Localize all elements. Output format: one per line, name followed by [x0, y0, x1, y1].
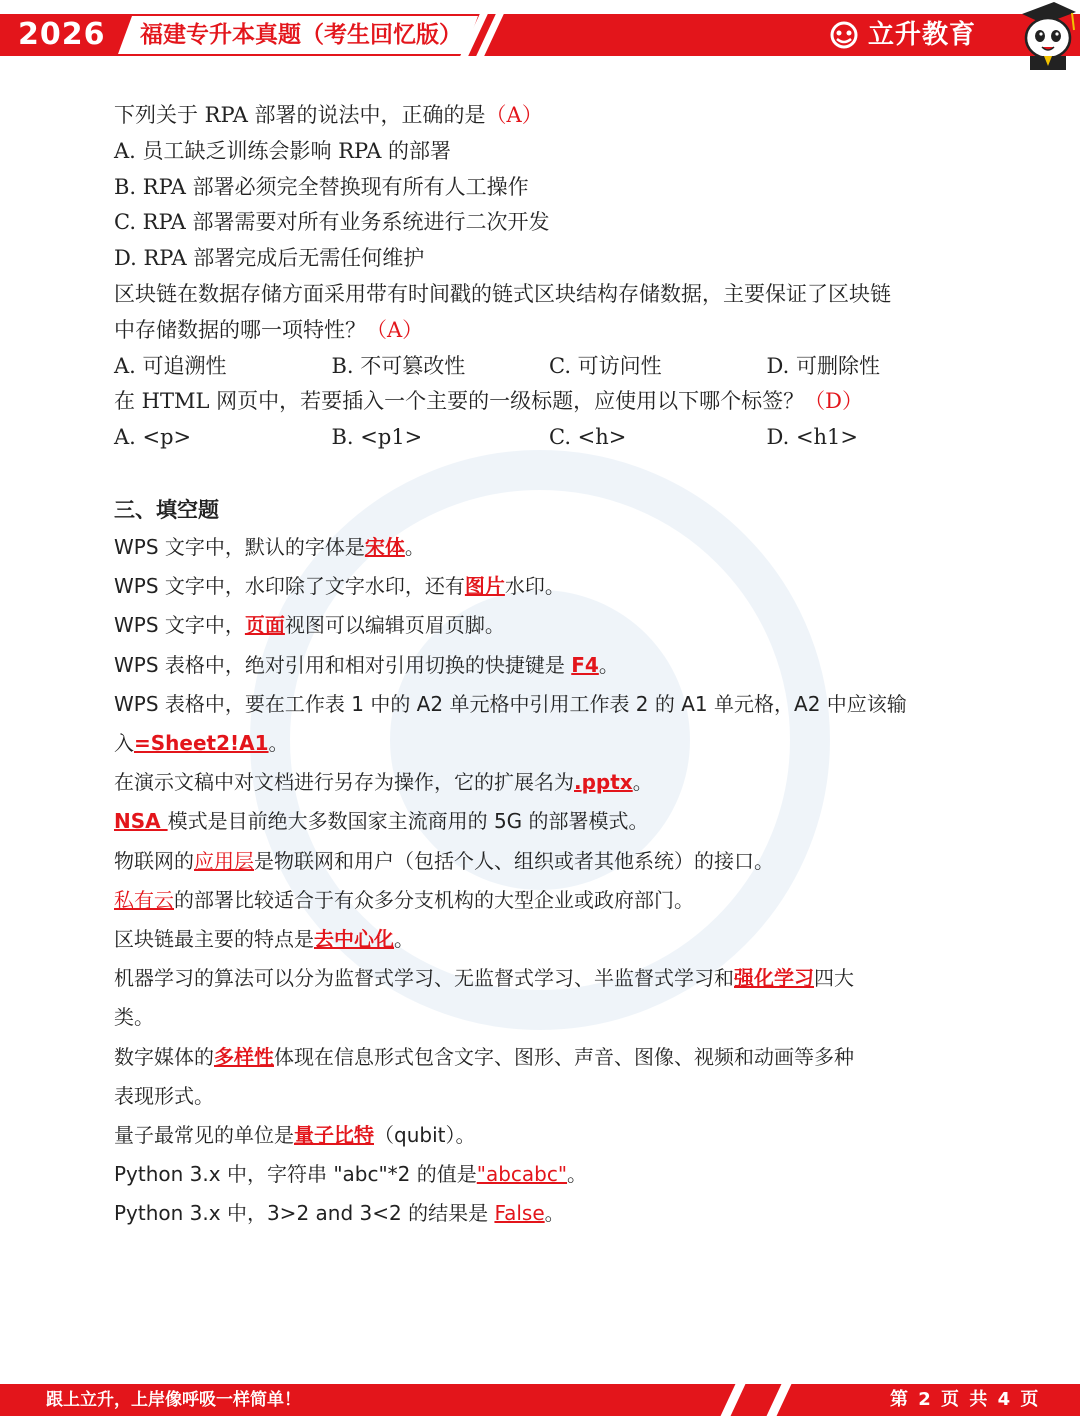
- fill-answer: 多样性: [214, 1044, 274, 1069]
- fill-answer: 宋体: [364, 534, 405, 559]
- fill-answer: 私有云: [114, 887, 174, 912]
- question-text: 下列关于 RPA 部署的说法中，正确的是: [114, 103, 486, 127]
- item-text: （qubit）。: [374, 1123, 476, 1148]
- fill-item: [114, 959, 984, 998]
- item-text: 机器学习的算法可以分为监督式学习、无监督式学习、半监督式学习和: [114, 966, 734, 991]
- brand-name: 立升教育: [868, 20, 977, 50]
- fill-item: [114, 528, 984, 567]
- question-option: C. 可访问性: [549, 353, 662, 378]
- item-text: 在演示文稿中对文档进行另存为操作，它的扩展名为: [114, 770, 574, 795]
- question-option: D. 可删除性: [766, 353, 880, 378]
- option-row: [114, 420, 984, 456]
- item-text: 。: [404, 534, 425, 559]
- item-text: 。: [394, 927, 414, 951]
- item-text: WPS 表格中，绝对引用和相对引用切换的快捷键是: [114, 652, 572, 677]
- item-text: 。: [268, 730, 289, 755]
- item-text: 。: [598, 652, 619, 677]
- question-answer: （A）: [366, 317, 424, 342]
- fill-item: [114, 1038, 984, 1077]
- item-text: 是物联网和用户（包括个人、组织或者其他系统）的接口。: [254, 848, 774, 873]
- question-option: C. <h>: [549, 425, 627, 450]
- page-header: [0, 0, 1080, 70]
- item-text: 物联网的: [114, 848, 194, 873]
- fill-answer: =Sheet2!A1: [134, 730, 269, 755]
- item-text: 入: [114, 730, 134, 755]
- item-text: WPS 文字中，水印除了文字水印，还有: [114, 574, 465, 599]
- item-text: 区块链最主要的特点是: [114, 927, 314, 951]
- item-text: 量子最常见的单位是: [114, 1123, 294, 1148]
- item-text: 视图可以编辑页眉页脚。: [284, 613, 505, 638]
- item-text: WPS 文字中，: [114, 613, 245, 638]
- item-text: Python 3.x 中，字符串 "abc"*2 的值是: [114, 1162, 477, 1187]
- fill-item: [114, 881, 984, 920]
- question-text: 在 HTML 网页中，若要插入一个主要的一级标题，应使用以下哪个标签？: [114, 389, 805, 414]
- page-number: 第 2 页 共 4 页: [890, 1389, 1041, 1410]
- fill-answer: 量子比特: [294, 1123, 374, 1148]
- fill-item: [114, 724, 984, 763]
- item-text: 的部署比较适合于有众多分支机构的大型企业或政府部门。: [174, 887, 694, 912]
- question-stem: [114, 98, 984, 134]
- fill-answer: False: [494, 1201, 545, 1226]
- question-answer: （D）: [804, 389, 863, 414]
- fill-in-section: [114, 528, 984, 1234]
- question-stem: 区块链在数据存储方面采用带有时间戳的链式区块结构存储数据，主要保证了区块链: [114, 281, 891, 306]
- question-option: B. 不可篡改性: [331, 353, 466, 378]
- fill-answer: 图片: [464, 574, 505, 599]
- fill-item: [114, 802, 984, 841]
- item-text: 。: [632, 770, 653, 795]
- fill-item: [114, 606, 984, 645]
- question-option: B. RPA 部署必须完全替换现有所有人工操作: [114, 174, 529, 199]
- question-option: D. RPA 部署完成后无需任何维护: [114, 246, 425, 271]
- fill-item: [114, 920, 984, 959]
- question-option: A. 员工缺乏训练会影响 RPA 的部署: [114, 138, 452, 163]
- question-option: D. <h1>: [766, 425, 859, 450]
- fill-item: [114, 646, 984, 685]
- fill-answer: .pptx: [574, 770, 633, 795]
- item-text: 数字媒体的: [114, 1044, 214, 1069]
- question-option: C. RPA 部署需要对所有业务系统进行二次开发: [114, 210, 550, 235]
- mascot-icon: [1014, 0, 1080, 70]
- item-text: WPS 文字中，默认的字体是: [114, 534, 365, 559]
- fill-item: [114, 1155, 984, 1194]
- footer-slogan: 跟上立升，上岸像呼吸一样简单！: [46, 1390, 301, 1410]
- item-text: 四大: [814, 966, 854, 991]
- item-text: Python 3.x 中，3>2 and 3<2 的结果是: [114, 1201, 495, 1226]
- question-stem: [114, 313, 984, 349]
- item-text: 。: [567, 1162, 588, 1187]
- fill-answer: 去中心化: [314, 927, 394, 951]
- page-footer: [0, 1384, 1080, 1416]
- fill-answer: NSA: [114, 809, 168, 834]
- fill-item: [114, 763, 984, 802]
- fill-answer: 页面: [244, 613, 285, 638]
- item-text: 体现在信息形式包含文字、图形、声音、图像、视频和动画等多种: [274, 1044, 854, 1069]
- question-stem: [114, 384, 984, 420]
- fill-item: [114, 842, 984, 881]
- fill-answer: F4: [571, 652, 599, 677]
- question-option: B. <p1>: [331, 425, 423, 450]
- section-title: 三、填空题: [114, 497, 219, 522]
- question-option: A. <p>: [114, 425, 192, 450]
- fill-answer: 强化学习: [734, 966, 814, 991]
- header-title: 福建专升本真题（考生回忆版）: [140, 22, 462, 48]
- document-body: [114, 98, 984, 1234]
- item-text: 模式是目前绝大多数国家主流商用的 5G 的部署模式。: [167, 809, 649, 834]
- item-text: 。: [544, 1201, 565, 1226]
- question-option: A. 可追溯性: [114, 353, 227, 378]
- header-year: 2026: [18, 17, 106, 52]
- fill-item-line: WPS 表格中，要在工作表 1 中的 A2 单元格中引用工作表 2 的 A1 单元格，A2 中应该输: [114, 691, 907, 716]
- fill-item: [114, 1116, 984, 1155]
- fill-item: [114, 567, 984, 606]
- question-text: 中存储数据的哪一项特性？: [114, 317, 366, 342]
- fill-item-line: 类。: [114, 1005, 154, 1030]
- fill-answer: 应用层: [194, 848, 254, 873]
- brand-logo-icon: [828, 21, 860, 49]
- item-text: 水印。: [504, 574, 565, 599]
- question-answer: （A）: [485, 103, 543, 127]
- fill-item-line: 表现形式。: [114, 1083, 214, 1108]
- option-row: [114, 349, 984, 385]
- fill-item: [114, 1194, 984, 1233]
- fill-answer: "abcabc": [476, 1162, 568, 1187]
